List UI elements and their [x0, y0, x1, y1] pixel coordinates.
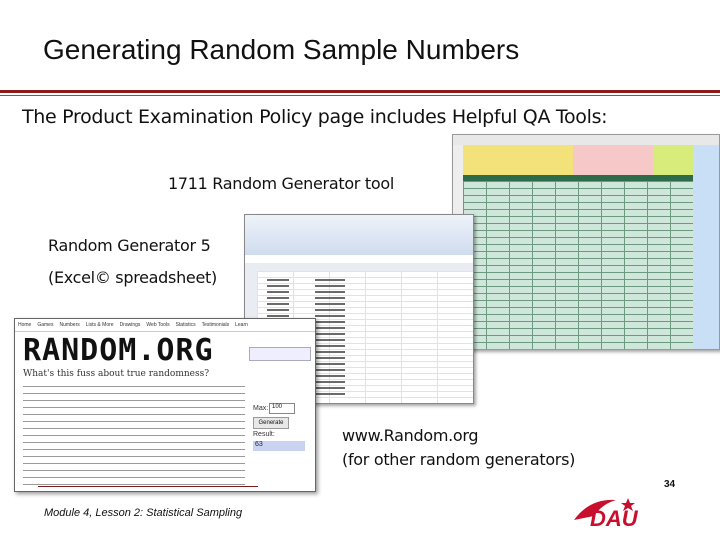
- footer-text: Module 4, Lesson 2: Statistical Sampling: [44, 507, 243, 519]
- footer-divider: [38, 486, 258, 487]
- sheet-side-panel: [693, 145, 719, 349]
- excel-cell-value: [315, 333, 345, 335]
- random-org-note: (for other random generators): [342, 450, 576, 469]
- excel-cell-value: [315, 381, 345, 383]
- sheet-header-cell: [573, 145, 653, 175]
- slide-title: Generating Random Sample Numbers: [43, 34, 520, 65]
- site-nav-item: Home: [18, 322, 32, 328]
- excel-cell-value: [315, 393, 345, 395]
- excel-cell-value: [315, 279, 345, 281]
- excel-cell-value: [315, 345, 345, 347]
- rg5-label-line1: Random Generator 5: [48, 236, 211, 255]
- excel-cell-value: [267, 297, 289, 299]
- excel-cell-value: [267, 315, 289, 317]
- random-org-screenshot: [14, 318, 316, 492]
- sheet-header-cell: [463, 145, 523, 175]
- site-nav-item: Games: [37, 322, 54, 328]
- random-org-logo: RANDOM.ORG: [23, 333, 214, 368]
- excel-ribbon: [245, 215, 473, 256]
- excel-cell-value: [315, 339, 345, 341]
- excel-cell-value: [267, 309, 289, 311]
- title-divider-thin: [0, 95, 720, 96]
- svg-text:DAU: DAU: [590, 506, 638, 530]
- slide-subtitle: The Product Examination Policy page includes Helpful QA Tools:: [22, 106, 608, 128]
- spreadsheet-1711-screenshot: [452, 134, 720, 350]
- excel-cell-value: [267, 279, 289, 281]
- excel-cell-value: [267, 291, 289, 293]
- sheet-header-cell: [653, 145, 693, 175]
- excel-cell-value: [315, 327, 345, 329]
- rg5-label: [48, 230, 217, 294]
- excel-cell-value: [315, 357, 345, 359]
- excel-cell-value: [315, 321, 345, 323]
- rg5-label-line2: (Excel© spreadsheet): [48, 268, 217, 287]
- title-divider: [0, 90, 720, 93]
- dau-logo: [572, 494, 652, 530]
- excel-cell-value: [267, 303, 289, 305]
- page-number: 34: [664, 479, 676, 490]
- excel-cell-value: [315, 303, 345, 305]
- max-input: 100: [269, 403, 295, 414]
- sheet-grid: [463, 181, 693, 349]
- tool-1711-label: 1711 Random Generator tool: [168, 174, 394, 193]
- site-nav-item: Testimonials: [201, 322, 230, 328]
- body-text: [23, 383, 245, 487]
- excel-cell-value: [315, 309, 345, 311]
- excel-cell-value: [315, 285, 345, 287]
- excel-cell-value: [315, 291, 345, 293]
- generate-button: Generate: [253, 417, 289, 429]
- site-nav-item: Numbers: [59, 322, 80, 328]
- site-nav-item: Learn: [235, 322, 248, 328]
- excel-cell-value: [315, 375, 345, 377]
- excel-cell-value: [315, 369, 345, 371]
- excel-cell-value: [315, 297, 345, 299]
- excel-cell-value: [315, 363, 345, 365]
- site-nav-item: Statistics: [175, 322, 196, 328]
- random-org-url: www.Random.org: [342, 426, 479, 445]
- widget-header: [249, 347, 311, 361]
- result-value: 63: [253, 441, 305, 451]
- site-nav-item: Web Tools: [146, 322, 170, 328]
- random-org-label: [342, 424, 575, 472]
- site-nav-item: Lists & More: [85, 322, 114, 328]
- result-label: Result:: [253, 431, 275, 438]
- sheet-header-cell: [523, 145, 573, 175]
- max-label: Max:: [253, 405, 269, 412]
- excel-cell-value: [267, 285, 289, 287]
- excel-cell-value: [315, 351, 345, 353]
- site-nav: [15, 319, 315, 332]
- excel-cell-value: [315, 387, 345, 389]
- excel-cell-value: [315, 315, 345, 317]
- site-nav-item: Drawings: [119, 322, 141, 328]
- page-heading: What's this fuss about true randomness?: [23, 369, 210, 379]
